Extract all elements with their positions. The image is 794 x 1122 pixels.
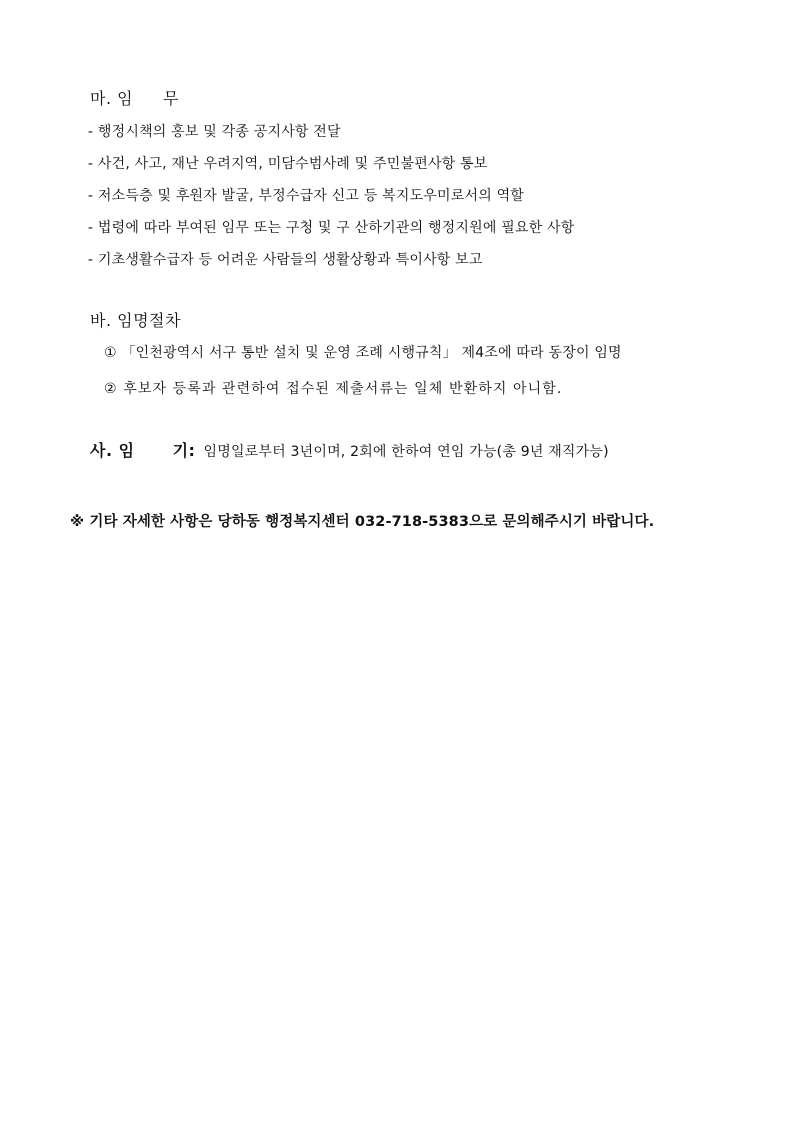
- section-ma-heading: [90, 86, 179, 109]
- section-sa-text: 임명일로부터 3년이며, 2회에 한하여 연임 가능(총 9년 재직가능): [203, 444, 609, 460]
- section-sa-label: [90, 441, 202, 460]
- section-ba-heading: 바. 임명절차: [90, 311, 181, 330]
- section-ma-number: 마.: [90, 89, 112, 108]
- section-ba-item: ② 후보자 등록과 관련하여 접수된 제출서류는 일체 반환하지 아니함.: [104, 381, 563, 397]
- section-sa: [90, 438, 609, 461]
- section-ma-title-second: 무: [163, 89, 180, 108]
- contact-note: ※ 기타 자세한 사항은 당하동 행정복지센터 032-718-5383으로 문의해주시기 바랍니다.: [70, 514, 655, 530]
- section-sa-label-first: 임: [118, 441, 135, 460]
- section-ma-title-first: 임: [117, 89, 134, 108]
- section-ma-item: - 사건, 사고, 재난 우려지역, 미담수범사례 및 주민불편사항 통보: [88, 156, 488, 172]
- section-ma-item: - 기초생활수급자 등 어려운 사람들의 생활상황과 특이사항 보고: [88, 252, 483, 268]
- section-ma-item: - 저소득층 및 후원자 발굴, 부정수급자 신고 등 복지도우미로서의 역할: [88, 188, 525, 204]
- section-sa-label-second: 기:: [172, 441, 196, 460]
- section-ma-item: - 행정시책의 홍보 및 각종 공지사항 전달: [88, 124, 341, 140]
- section-ma-item: - 법령에 따라 부여된 임무 또는 구청 및 구 산하기관의 행정지원에 필요한 사항: [88, 220, 575, 236]
- section-ba-item: ① 「인천광역시 서구 통반 설치 및 운영 조례 시행규칙」 제4조에 따라 동장이 임명: [104, 345, 622, 361]
- section-sa-number: 사.: [90, 441, 113, 460]
